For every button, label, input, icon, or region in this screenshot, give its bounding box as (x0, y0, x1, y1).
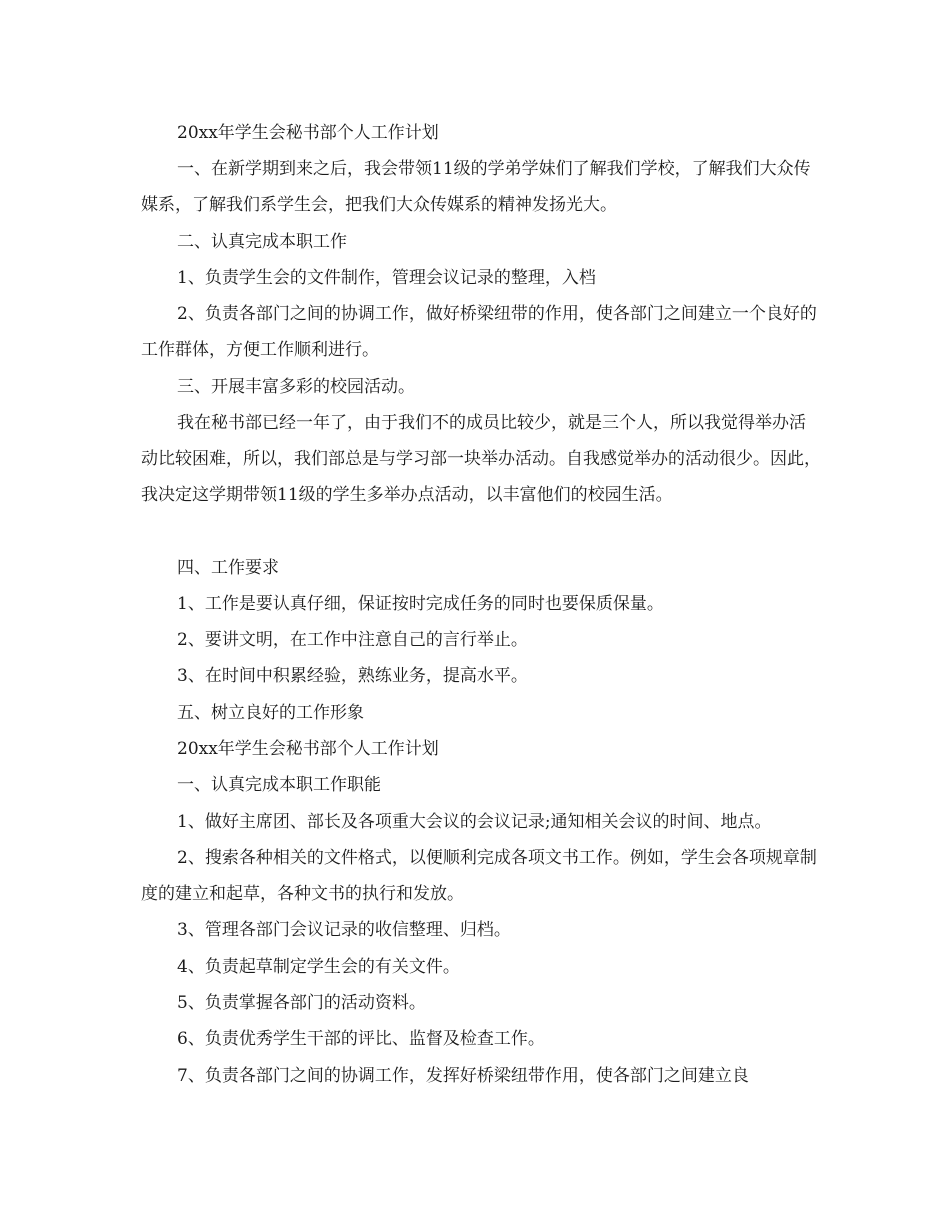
paragraph: 2、负责各部门之间的协调工作，做好桥梁纽带的作用，使各部门之间建立一个良好的工作群体，方便工作顺利进行。 (141, 304, 817, 361)
paragraph: 2、要讲文明，在工作中注意自己的言行举止。 (177, 630, 528, 650)
paragraph: 1、做好主席团、部长及各项重大会议的会议记录;通知相关会议的时间、地点。 (177, 812, 772, 832)
paragraph: 1、工作是要认真仔细，保证按时完成任务的同时也要保质保量。 (177, 594, 664, 614)
paragraph: 3、管理各部门会议记录的收信整理、归档。 (177, 920, 511, 940)
document-title: 20xx年学生会秘书部个人工作计划 (177, 123, 439, 143)
document-title: 20xx年学生会秘书部个人工作计划 (177, 739, 439, 759)
section-heading: 四、工作要求 (177, 558, 279, 578)
paragraph: 3、在时间中积累经验，熟练业务，提高水平。 (177, 666, 528, 686)
paragraph: 我在秘书部已经一年了，由于我们不的成员比较少，就是三个人，所以我觉得举办活动比较困难，所以，我们部总是与学习部一块举办活动。自我感觉举办的活动很少。因此，我决定这学期带领11级的学生多举办点活动，以丰富他们的校园生活。 (141, 413, 821, 506)
paragraph: 5、负责掌握各部门的活动资料。 (177, 993, 426, 1013)
section-heading: 三、开展丰富多彩的校园活动。 (177, 377, 415, 397)
paragraph: 1、负责学生会的文件制作，管理会议记录的整理，入档 (177, 268, 596, 288)
section-heading: 五、树立良好的工作形象 (177, 703, 364, 723)
paragraph: 7、负责各部门之间的协调工作，发挥好桥梁纽带作用，使各部门之间建立良 (177, 1066, 749, 1086)
section-heading: 一、认真完成本职工作职能 (177, 775, 381, 795)
paragraph: 一、在新学期到来之后，我会带领11级的学弟学妹们了解我们学校，了解我们大众传媒系，了解我们系学生会，把我们大众传媒系的精神发扬光大。 (141, 159, 811, 216)
paragraph: 6、负责优秀学生干部的评比、监督及检查工作。 (177, 1029, 545, 1049)
paragraph: 4、负责起草制定学生会的有关文件。 (177, 957, 460, 977)
section-heading: 二、认真完成本职工作 (177, 232, 347, 252)
paragraph: 2、搜索各种相关的文件格式，以便顺利完成各项文书工作。例如，学生会各项规章制度的建立和起草，各种文书的执行和发放。 (141, 848, 817, 905)
